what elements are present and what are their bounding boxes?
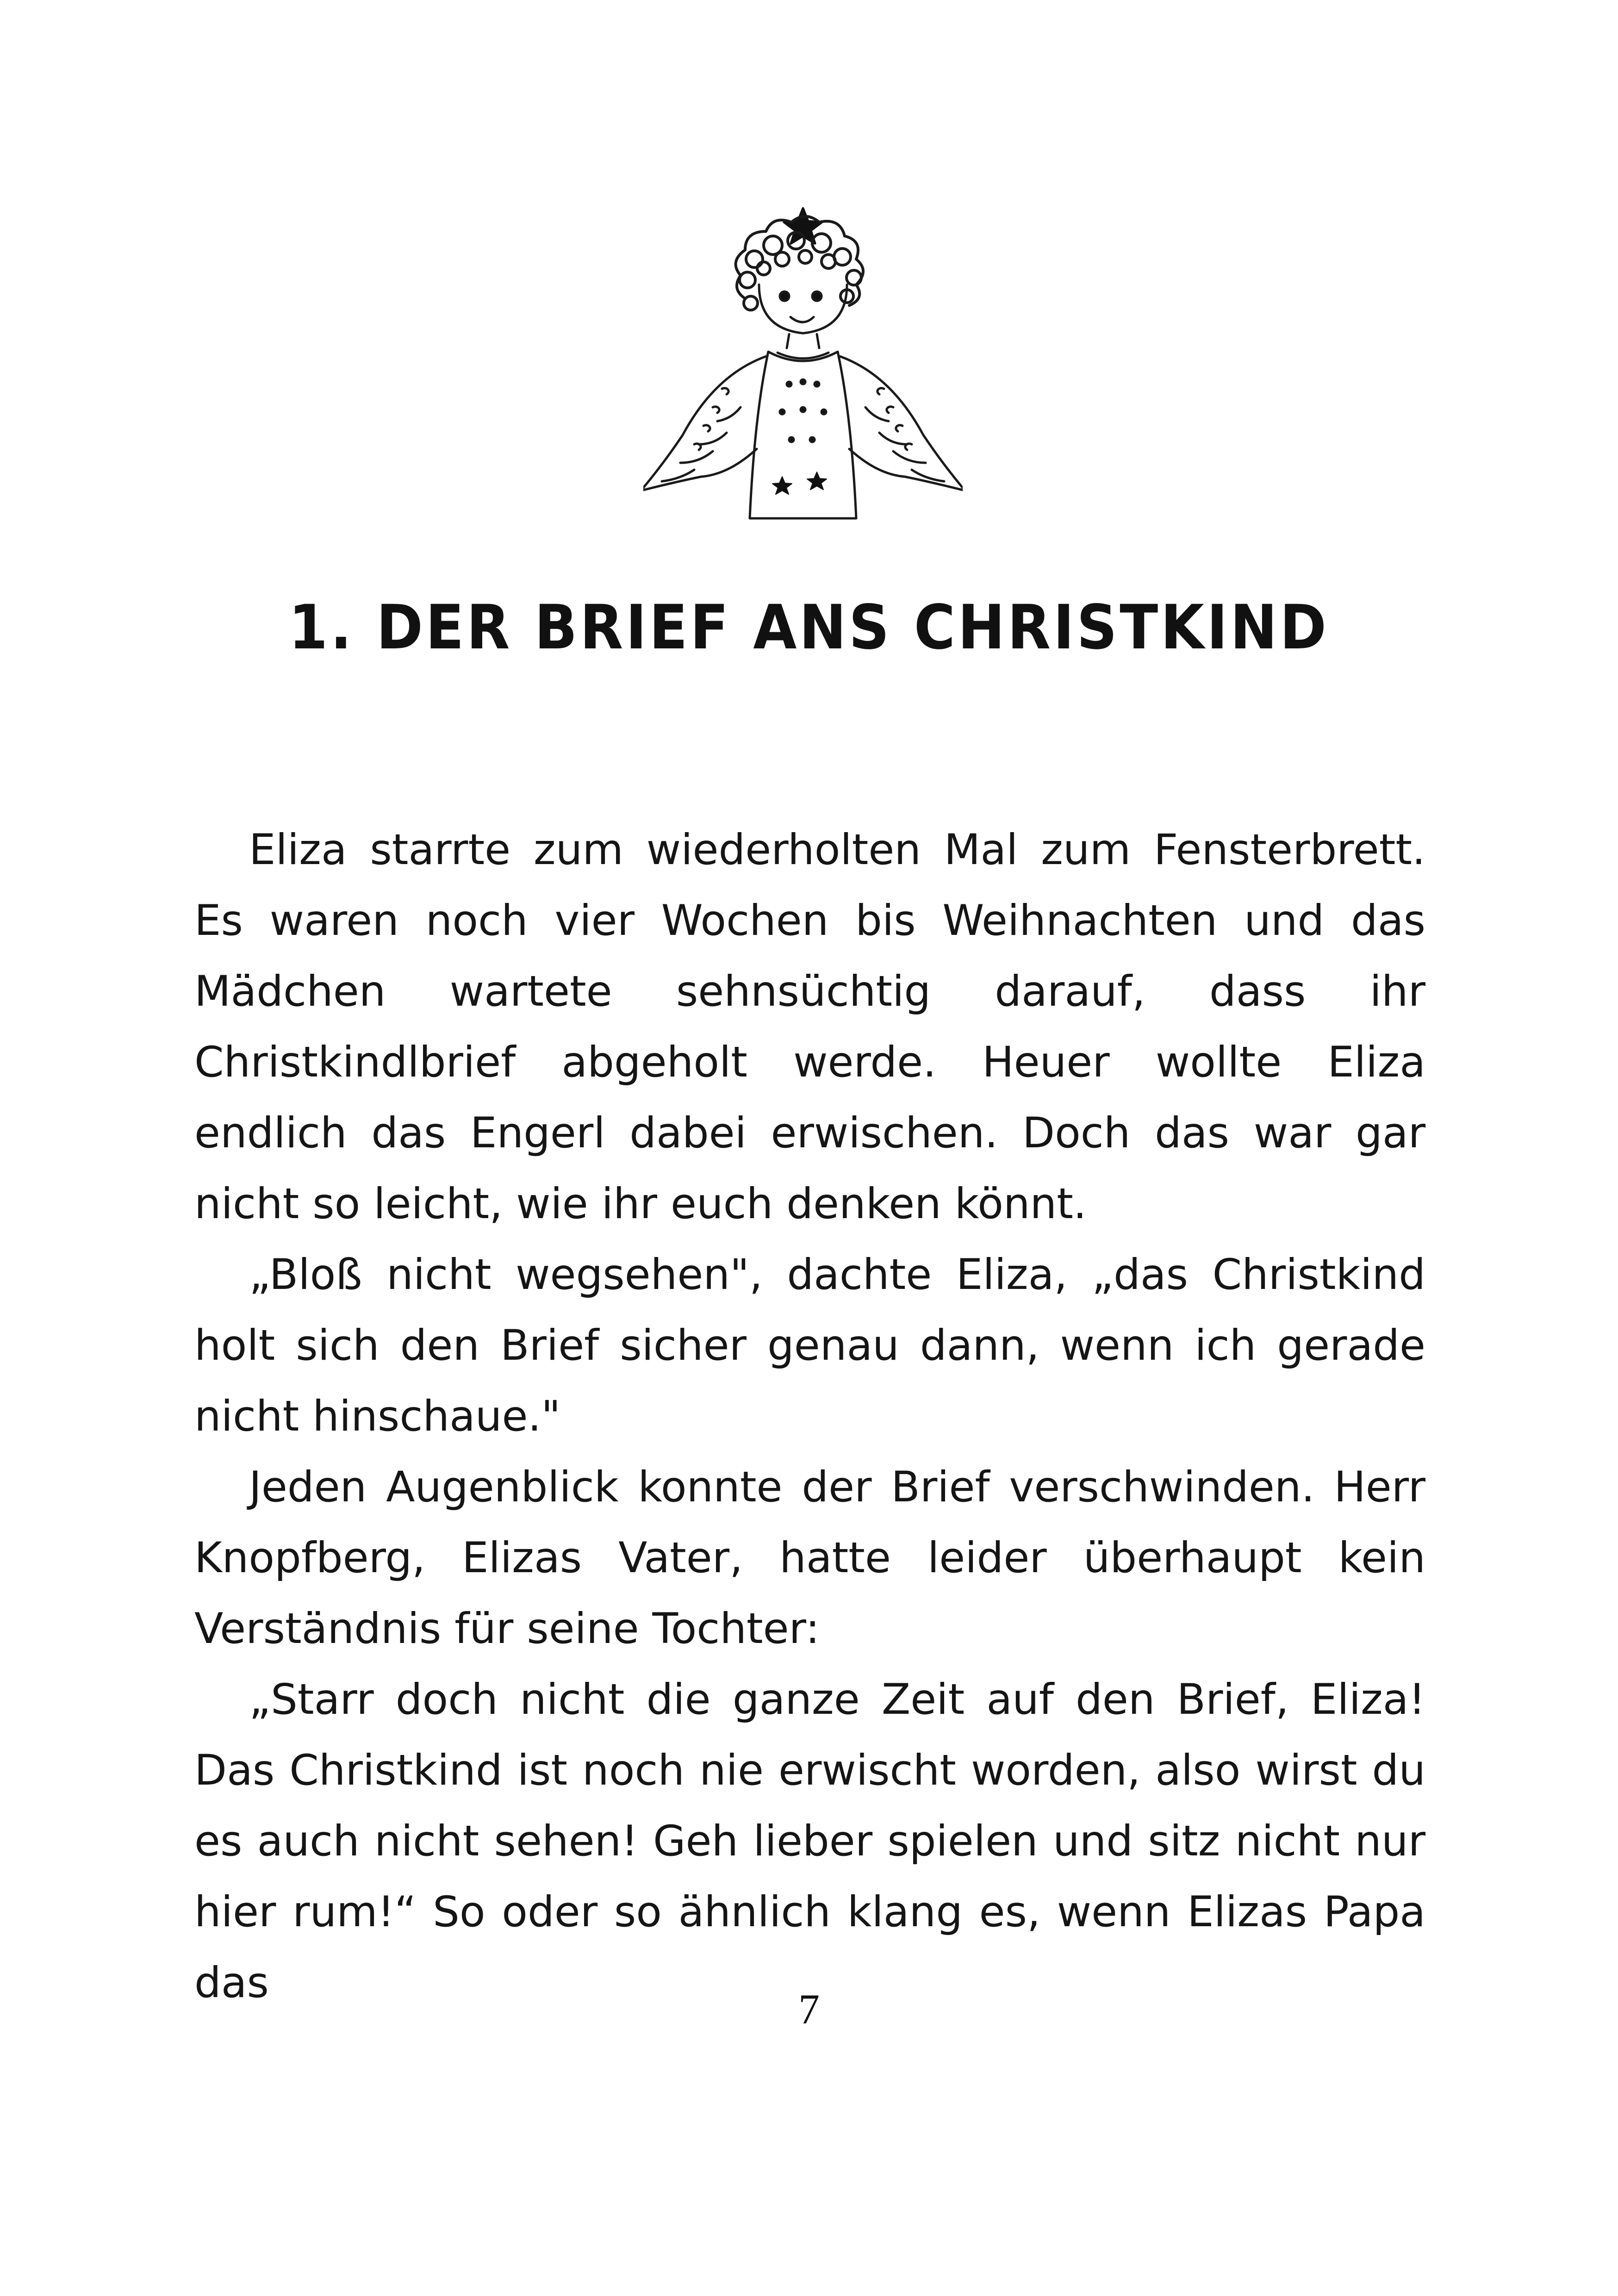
left-wing (643, 356, 766, 491)
paragraph: „Starr doch nicht die ganze Zeit auf den Brief, Eliza! Das Christkind ist noch nie erwischt worden, also wirst du es auch nicht sehen! Geh lieber spielen und sitz nicht nur hier rum!“ So oder so ähnlich klang es, wenn Elizas Papa das (194, 1675, 1425, 2007)
chapter-title (0, 592, 1618, 663)
chapter-title-text: 1. DER BRIEF ANS CHRISTKIND (289, 592, 1329, 663)
face (759, 285, 847, 333)
paragraph: „Bloß nicht wegsehen", dachte Eliza, „das Christkind holt sich den Brief sicher genau dann, wenn ich gerade nicht hinschaue." (194, 1251, 1425, 1441)
angel-illustration-icon (643, 204, 963, 546)
right-wing (840, 356, 963, 491)
page-number: 7 (798, 1985, 820, 2033)
chapter-body (194, 815, 1425, 2018)
dress (750, 352, 856, 518)
paragraph: Jeden Augenblick konnte der Brief verschwinden. Herr Knopfberg, Elizas Vater, hatte leider überhaupt kein Verständnis für seine Tochter: (194, 1463, 1425, 1653)
paragraph: Eliza starrte zum wiederholten Mal zum Fensterbrett. Es waren noch vier Wochen bis Weihnachten und das Mädchen wartete sehnsüchtig darauf, dass ihr Christkindlbrief abgeholt werde. Heuer wollte Eliza endlich das Engerl dabei erwischen. Doch das war gar nicht so leicht, wie ihr euch denken könnt. (194, 826, 1425, 1228)
